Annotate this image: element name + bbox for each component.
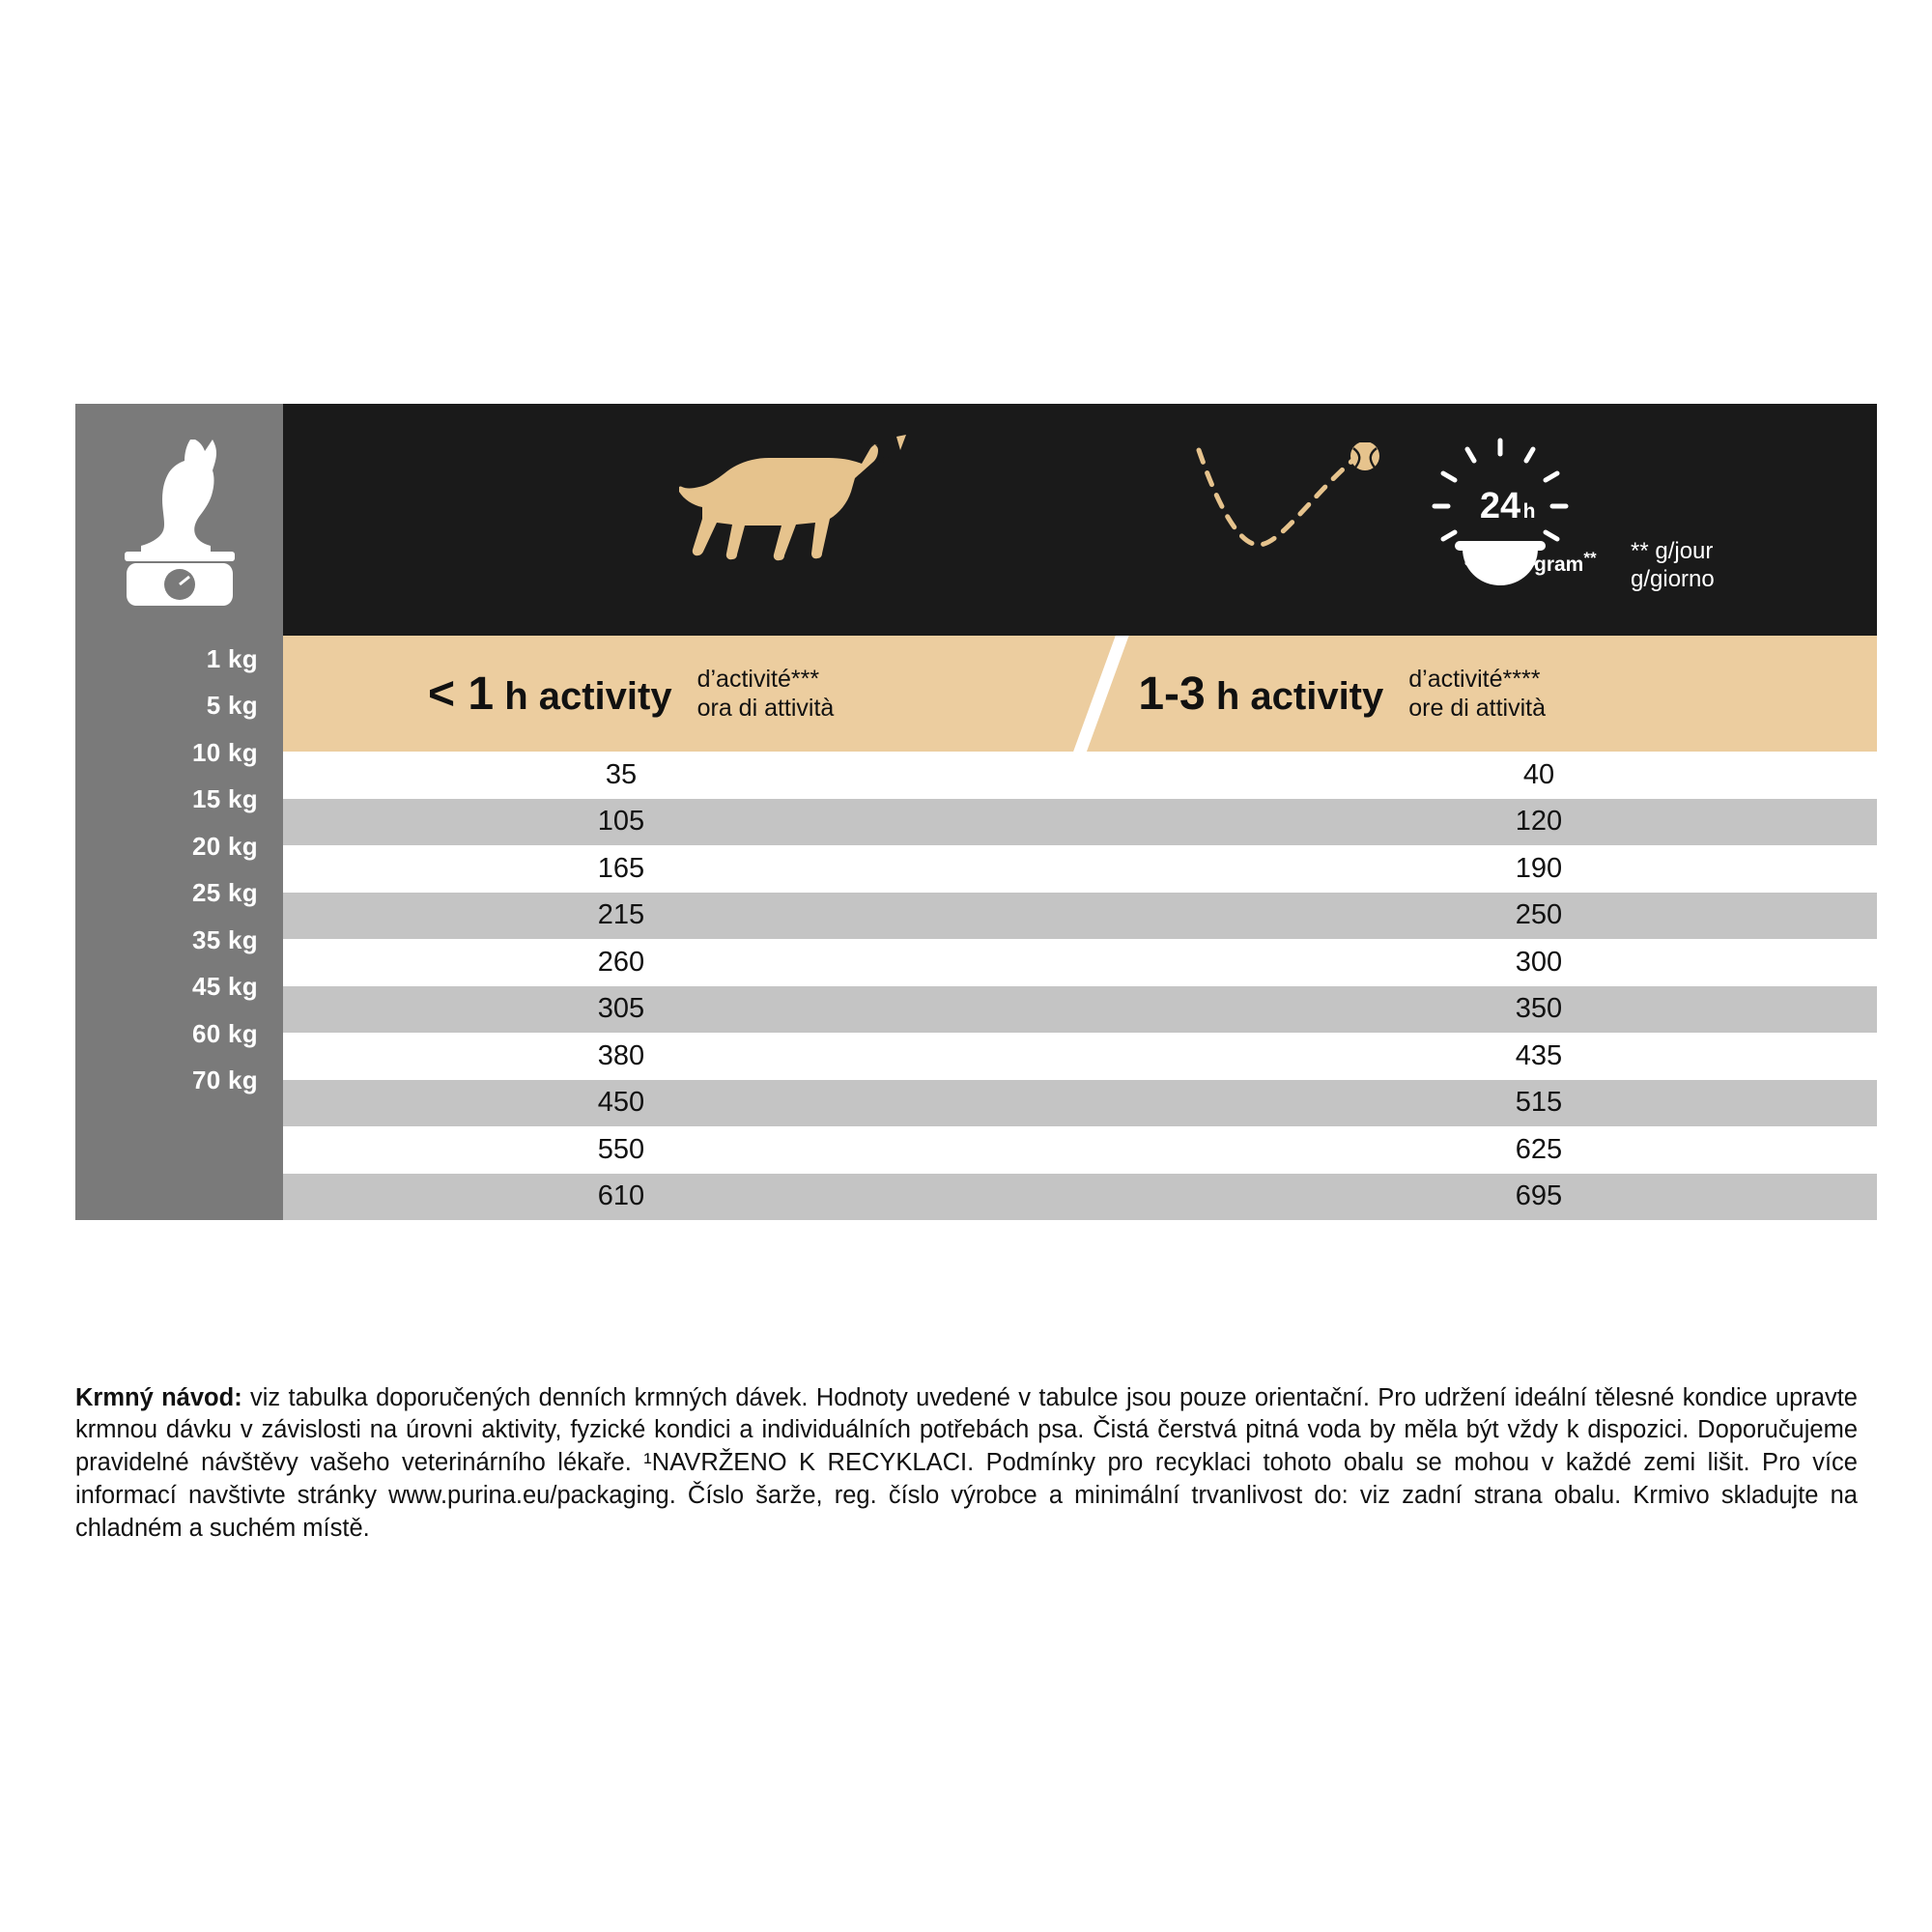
- cell-high: 695: [1515, 1180, 1563, 1212]
- activity-subtitle-1: d’activité*** ora di attività: [696, 666, 835, 722]
- table-row: [283, 845, 1877, 893]
- table-row: [283, 1033, 1877, 1080]
- cell-high: 435: [1515, 1039, 1563, 1071]
- activity-header: [283, 636, 1877, 752]
- cell-low: 35: [605, 758, 638, 790]
- svg-text:24: 24: [1479, 486, 1521, 526]
- weight-column: [75, 404, 283, 1220]
- dog-on-scale-icon: [75, 404, 283, 636]
- cell-low: 215: [597, 899, 645, 931]
- cell-low: 550: [597, 1133, 645, 1165]
- feeding-instructions-paragraph: [75, 1382, 1858, 1547]
- weight-cell: 5 kg: [206, 691, 258, 721]
- table-upper-area: [75, 404, 1858, 1220]
- activity-title-1: < 1 h activity: [428, 668, 672, 720]
- weight-cell: 25 kg: [192, 878, 258, 908]
- header-divider: [1056, 636, 1172, 752]
- cell-low: 380: [597, 1039, 645, 1071]
- table-row: [283, 752, 1877, 799]
- weight-cell: 20 kg: [192, 831, 258, 861]
- feeding-data-rows: [283, 752, 1877, 1220]
- cell-low: 610: [597, 1180, 645, 1212]
- activity-subtitle-2: d’activité**** ore di attività: [1408, 666, 1546, 722]
- weight-cell: 35 kg: [192, 924, 258, 954]
- cell-low: 165: [597, 852, 645, 884]
- cell-high: 625: [1515, 1133, 1563, 1165]
- bouncing-ball-icon: [1191, 442, 1394, 582]
- cell-high: 515: [1515, 1087, 1563, 1119]
- weight-cell: 1 kg: [206, 643, 258, 673]
- cell-high: 250: [1515, 899, 1563, 931]
- cell-low: 305: [597, 993, 645, 1025]
- weight-cell: 10 kg: [192, 737, 258, 767]
- svg-text:h: h: [1522, 500, 1536, 523]
- cell-high: 350: [1515, 993, 1563, 1025]
- table-row: [283, 986, 1877, 1034]
- gram-label: gram**: [1534, 549, 1597, 576]
- unit-line-1: ** g/jour: [1631, 538, 1714, 564]
- weight-cell: 45 kg: [192, 972, 258, 1002]
- table-row: [283, 1080, 1877, 1127]
- feeding-table: [75, 404, 1858, 1220]
- feeding-instructions-text: viz tabulka doporučených denních krmných dávek. Hodnoty uvedené v tabulce jsou pouze orientační. Pro udržení ideální tělesné kondice upravte krmnou dávku v závislosti na úrovni aktivity, fyzické kondici a individuálních potřebách psa. Čistá čerstvá pitná voda by měla být vždy k dispozici. Doporučujeme pravidelné návštěvy vašeho veterinárního lékaře. ¹NAVRŽENO K RECYKLACI. Podmínky pro recyklaci tohoto obalu se mohou v každé zemi lišit. Pro více informací navštivte stránky www.purina.eu/packaging. Číslo šarže, reg. číslo výrobce a minimální trvanlivost do: viz zadní strana obalu. Krmivo skladujte na chladném a suchém místě.: [75, 1383, 1858, 1543]
- table-row: [283, 939, 1877, 986]
- table-row: [283, 799, 1877, 846]
- activity-column-2: [1138, 636, 1546, 752]
- running-dog-icon: [679, 431, 930, 581]
- activity-title-2: 1-3 h activity: [1138, 668, 1384, 720]
- activity-column-1: [428, 636, 834, 752]
- table-row: [283, 1126, 1877, 1174]
- cell-high: 120: [1515, 806, 1563, 838]
- weight-cell: 70 kg: [192, 1065, 258, 1095]
- table-row: [283, 893, 1877, 940]
- cell-low: 260: [597, 946, 645, 978]
- cell-low: 450: [597, 1087, 645, 1119]
- weight-cell: 15 kg: [192, 784, 258, 814]
- table-main-column: [283, 404, 1877, 1220]
- cell-low: 105: [597, 806, 645, 838]
- unit-label: [1631, 537, 1715, 594]
- cell-high: 300: [1515, 946, 1563, 978]
- illustration-band: [283, 404, 1877, 636]
- feeding-instructions-lead: Krmný návod:: [75, 1383, 242, 1411]
- cell-high: 190: [1515, 852, 1563, 884]
- cell-high: 40: [1522, 758, 1555, 790]
- 24h-clock-icon: [1428, 433, 1573, 611]
- unit-line-2: g/giorno: [1631, 566, 1715, 593]
- weight-cell: 60 kg: [192, 1018, 258, 1048]
- table-row: [283, 1174, 1877, 1221]
